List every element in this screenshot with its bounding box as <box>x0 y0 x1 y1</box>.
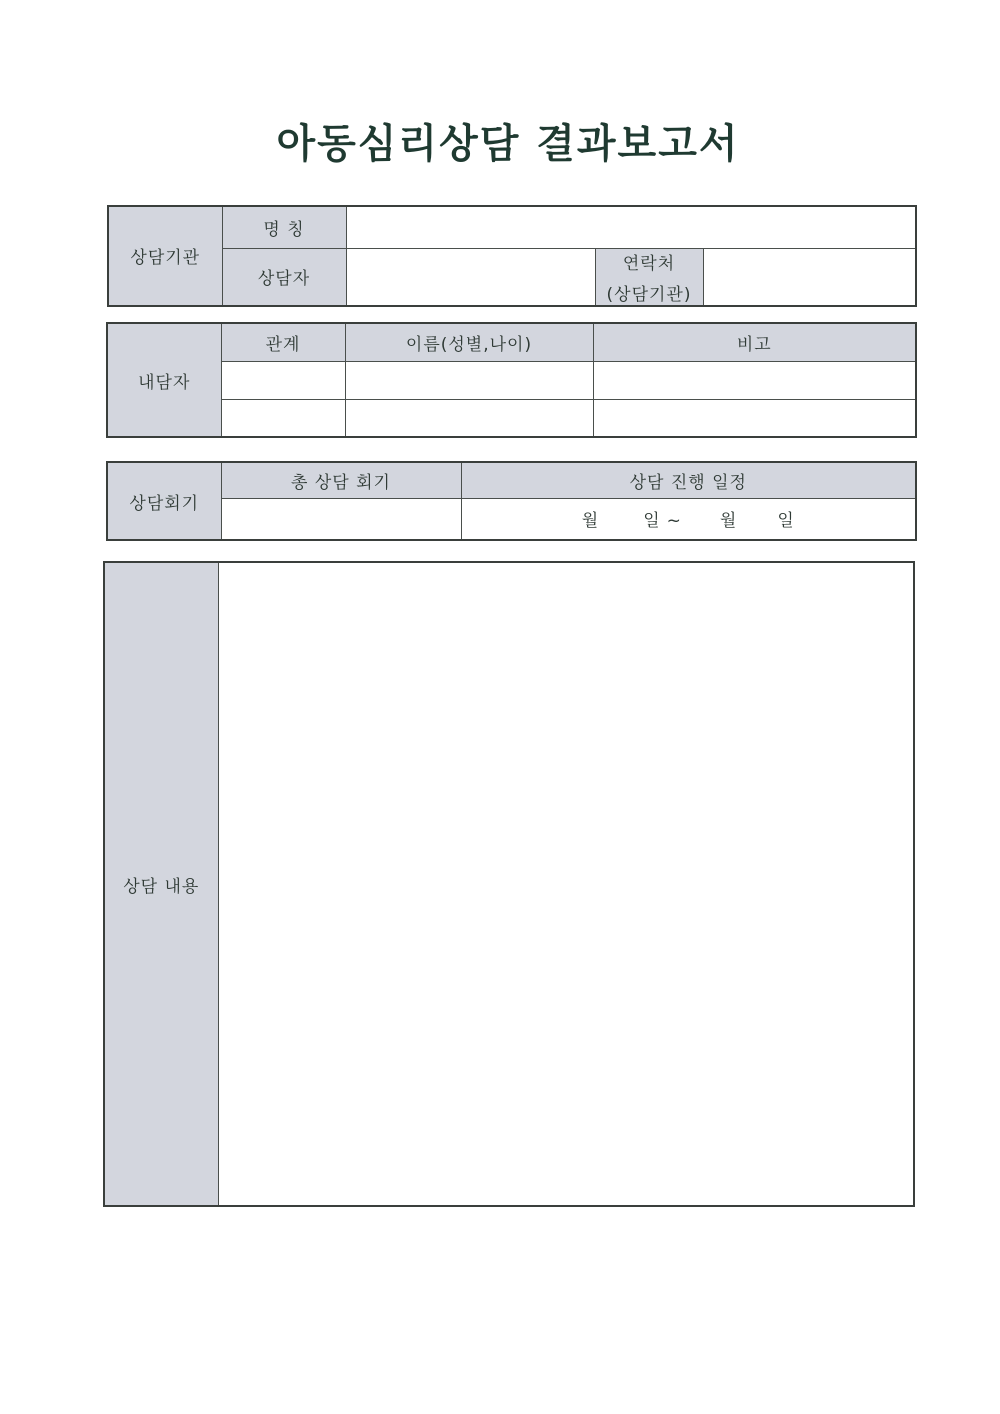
counselor-field[interactable] <box>346 248 595 306</box>
schedule-month-start: 월 <box>581 511 600 532</box>
contact-label-line2: (상담기관) <box>606 284 692 305</box>
contact-label <box>595 248 703 306</box>
sessions-section-label: 상담회기 <box>107 462 221 540</box>
name-label: 명 칭 <box>222 206 346 248</box>
schedule-day-start: 일 <box>643 511 661 532</box>
counselor-label: 상담자 <box>222 248 346 306</box>
client-note-field[interactable] <box>593 361 916 399</box>
content-section-label: 상담 내용 <box>104 562 218 1206</box>
institution-section-label: 상담기관 <box>108 206 222 306</box>
client-header-note: 비고 <box>593 323 916 361</box>
client-name-field[interactable] <box>345 361 593 399</box>
client-note-field[interactable] <box>593 399 916 437</box>
page-title: 아동심리상담 결과보고서 <box>276 121 740 167</box>
total-sessions-header: 총 상담 회기 <box>221 462 461 498</box>
content-field[interactable] <box>218 562 914 1206</box>
schedule-day-end: 일 <box>777 511 795 532</box>
client-row <box>107 399 916 437</box>
client-relation-field[interactable] <box>221 361 345 399</box>
institution-table <box>107 205 917 307</box>
contact-field[interactable] <box>703 248 916 306</box>
client-name-field[interactable] <box>345 399 593 437</box>
contact-label-line1: 연락처 <box>622 253 676 274</box>
schedule-field[interactable] <box>461 498 916 540</box>
client-section-label: 내담자 <box>107 323 221 437</box>
client-header-name: 이름(성별,나이) <box>345 323 593 361</box>
client-row <box>107 361 916 399</box>
client-header-relation: 관계 <box>221 323 345 361</box>
total-sessions-field[interactable] <box>221 498 461 540</box>
schedule-tilde: ~ <box>666 511 682 532</box>
sessions-table <box>106 461 917 541</box>
schedule-month-end: 월 <box>719 511 738 532</box>
content-table <box>103 561 915 1207</box>
client-relation-field[interactable] <box>221 399 345 437</box>
name-field[interactable] <box>346 206 916 248</box>
schedule-header: 상담 진행 일정 <box>461 462 916 498</box>
client-table <box>106 322 917 438</box>
